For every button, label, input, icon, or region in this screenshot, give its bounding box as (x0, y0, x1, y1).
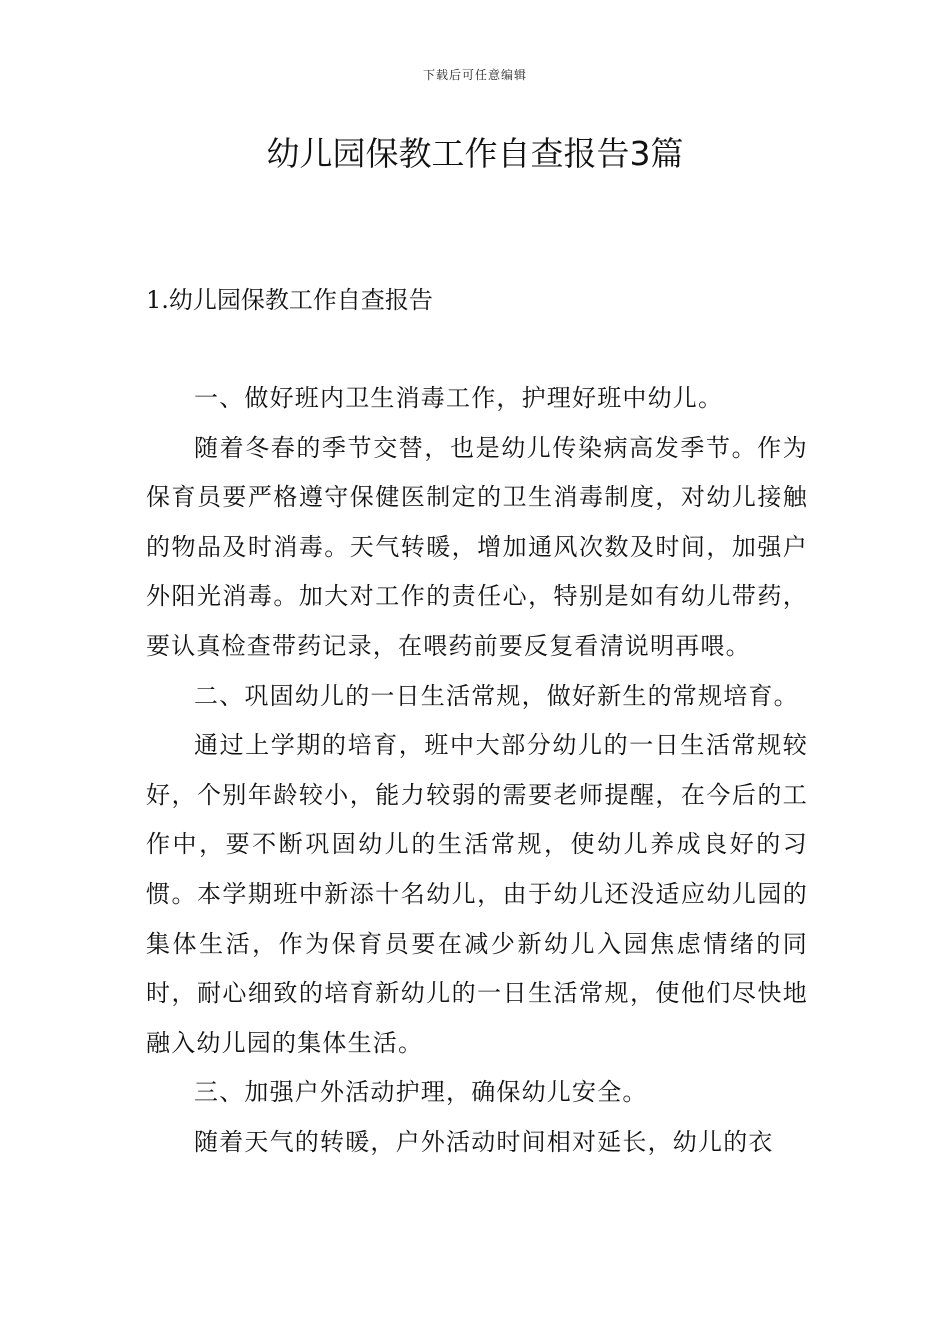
section-heading: 1.幼儿园保教工作自查报告 (146, 286, 433, 314)
document-body (146, 374, 808, 1168)
paragraph-1: 一、做好班内卫生消毒工作，护理好班中幼儿。 (194, 384, 724, 412)
document-title: 幼儿园保教工作自查报告3篇 (266, 134, 684, 173)
paragraph-3: 二、巩固幼儿的一日生活常规，做好新生的常规培育。 (194, 681, 799, 710)
paragraph-2: 随着冬春的季节交替，也是幼儿传染病高发季节。作为保育员要严格遵守保健医制定的卫生消毒制度，对幼儿接触的物品及时消毒。天气转暖，增加通风次数及时间，加强户外阳光消毒。加大对工作的责任心，特别是如有幼儿带药，要认真检查带药记录，在喂药前要反复看清说明再喂。 (146, 433, 808, 660)
paragraph-5: 三、加强户外活动护理，确保幼儿安全。 (194, 1078, 648, 1107)
header-note: 下载后可任意编辑 (422, 68, 527, 82)
paragraph-6: 随着天气的转暖，户外活动时间相对延长，幼儿的衣 (194, 1127, 774, 1156)
paragraph-4: 通过上学期的培育，班中大部分幼儿的一日生活常规较好，个别年龄较小，能力较弱的需要老师提醒，在今后的工作中，要不断巩固幼儿的生活常规，使幼儿养成良好的习惯。本学期班中新添十名幼儿，由于幼儿还没适应幼儿园的集体生活，作为保育员要在减少新幼儿入园焦虑情绪的同时，耐心细致的培育新幼儿的一日生活常规，使他们尽快地融入幼儿园的集体生活。 (146, 731, 808, 1057)
